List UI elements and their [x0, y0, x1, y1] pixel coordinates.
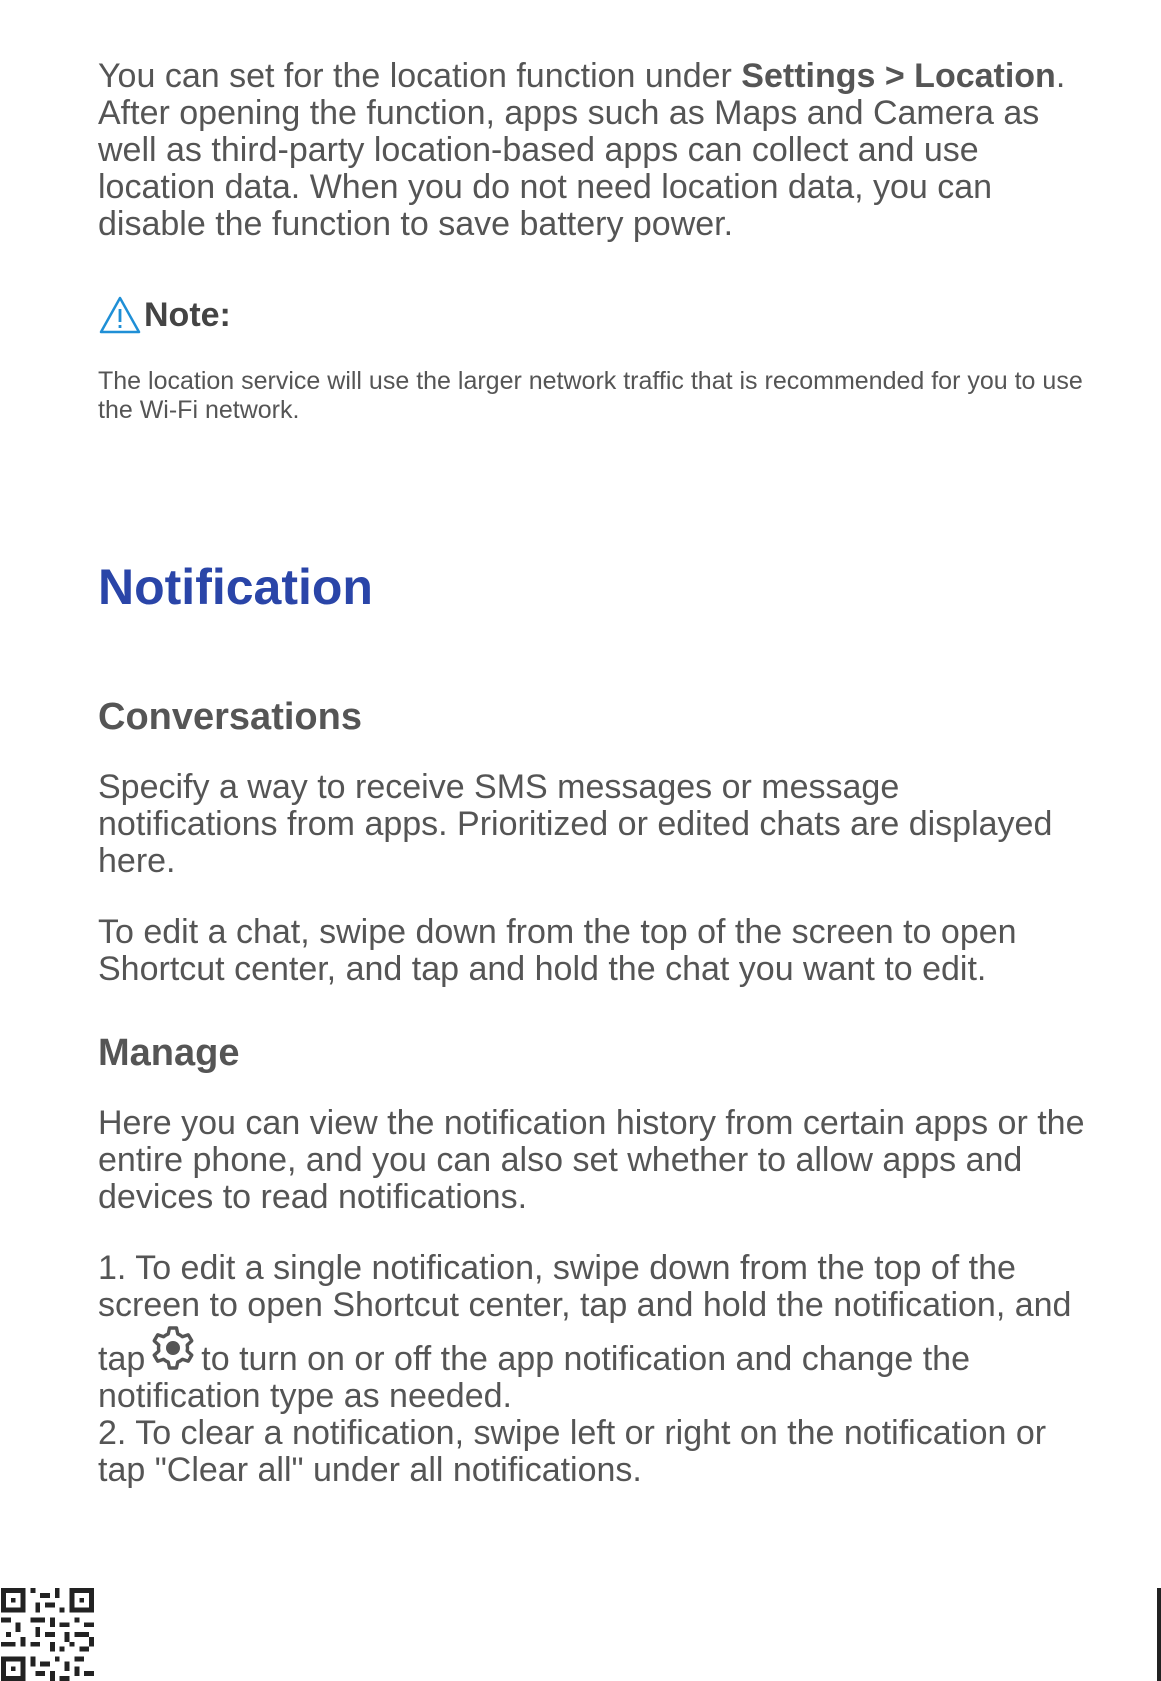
settings-location-path: Settings > Location — [741, 57, 1056, 95]
step1-text-start: 1. To edit a single notification, swipe down from the top of the screen to open Shortcut center, tap and hold the notification, and tap — [98, 1249, 1072, 1378]
conversations-paragraph-2: To edit a chat, swipe down from the top of the screen to open Shortcut center, and tap and hold the chat you want to edit. — [98, 913, 1017, 988]
location-text-start: You can set for the location function under — [98, 57, 742, 95]
manage-heading: Manage — [98, 1032, 240, 1074]
location-text-end: . After opening the function, apps such as Maps and Camera as well as third-party location-based apps can collect and use location data. When you do not need location data, you can disable the function to save battery power. — [98, 57, 1066, 243]
warning-triangle-icon — [98, 295, 142, 335]
step1-text-end: to turn on or off the app notification and change the notification type as needed. — [98, 1340, 970, 1415]
gear-icon — [149, 1324, 197, 1372]
conversations-paragraph-1: Specify a way to receive SMS messages or message notifications from apps. Prioritized or edited chats are displayed here. — [98, 768, 1053, 880]
note-header — [98, 295, 1088, 335]
document-page — [98, 58, 1088, 1489]
note-label: Note: — [144, 295, 231, 334]
location-paragraph — [98, 58, 1088, 243]
manage-step-1 — [98, 1250, 1088, 1415]
manage-paragraph-1: Here you can view the notification history from certain apps or the entire phone, and you can also set whether to allow apps and devices to read notifications. — [98, 1104, 1085, 1216]
manage-step-2: 2. To clear a notification, swipe left or right on the notification or tap "Clear all" under all notifications. — [98, 1414, 1047, 1489]
conversations-heading: Conversations — [98, 696, 362, 738]
note-text: The location service will use the larger network traffic that is recommended for you to use the Wi-Fi network. — [98, 367, 1083, 424]
page-edge-rule — [1157, 1588, 1161, 1681]
qr-code-image — [0, 1588, 95, 1681]
notification-section-title: Notification — [98, 559, 373, 615]
